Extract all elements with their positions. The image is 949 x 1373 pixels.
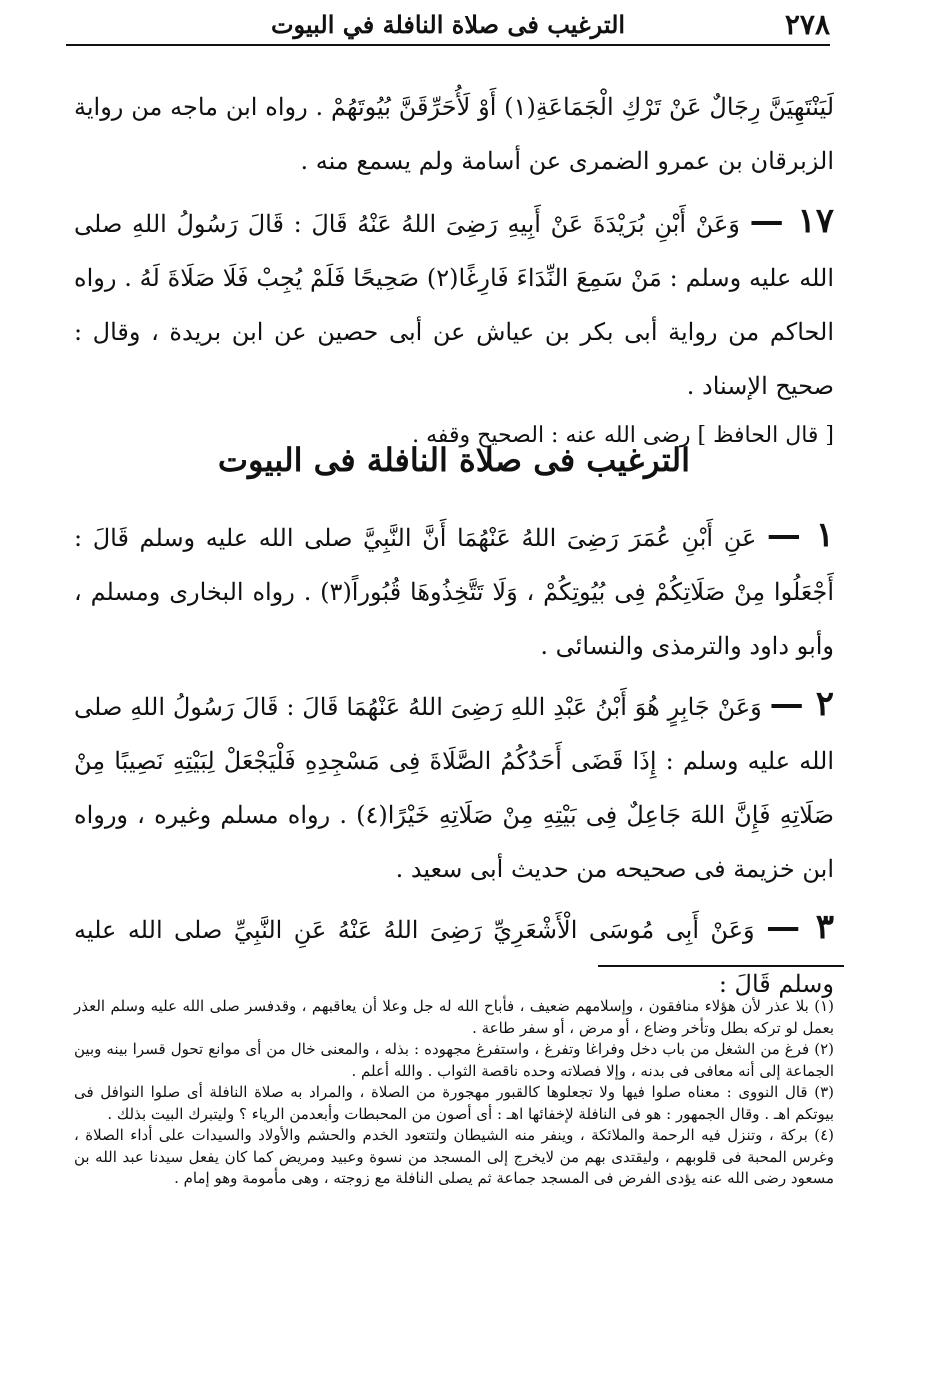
hadith-3-paragraph [74, 900, 834, 1011]
hadith-number: ٣ — [766, 907, 834, 947]
footnote-4: (٤) بركة ، وتنزل فيه الرحمة والملائكة ، وينفر منه الشيطان ولتتعود الخدم والحشم والأولاد والسيدات على أداء الصلاة ، وغرس المحبة فى قلوبهم ، وليقتدى بهم من لايخرج إلى المسجد من نسوة وعبيد ومريض كما كان يفعل سيدنا عبد الله بن مسعود رضى الله عنه يؤدى الفرض فى المسجد جماعة ثم يصلى النافلة مع زوجته ، وهى مأمومة وهو إمام . [74, 1126, 835, 1187]
hadith-number: ١ — [766, 515, 834, 555]
footnote-2: (٢) فرغ من الشغل من باب دخل وفراغا وتفرغ ، واستفرغ مجهوده : بذله ، والمعنى خال من أى موانع تحول قسرا بينه وبين الجماعة إلى أنه معافى فى بدنه ، وإلا فصلاته وحده ناقصة الثواب . والله أعلم . [74, 1040, 834, 1080]
running-title: الترغيب فى صلاة النافلة في البيوت [270, 10, 626, 39]
running-header [66, 6, 830, 46]
footnotes [74, 996, 834, 1190]
section-body [74, 508, 834, 1011]
hafiz-note: [ قال الحافظ ] رضى الله عنه : الصحيح وقفه . [412, 423, 834, 448]
footnote-1: (١) بلا عذر لأن هؤلاء منافقون ، وإسلامهم ضعيف ، فأباح الله له جل وعلا أن يعاقبهم ، وقدفسر صلى الله عليه وسلم العذر بعمل لو تركه بطل وتأخر وضاع ، أو مرض ، أو سفر طاعة . [74, 997, 834, 1037]
previous-section-text [74, 80, 834, 459]
section-title: الترغيب فى صلاة النافلة فى البيوت [217, 441, 691, 479]
hadith-text: وَعَنْ أَبِى مُوسَى الْأَشْعَرِيِّ رَضِىَ اللهُ عَنْهُ عَنِ النَّبِيِّ صلى الله عليه وسلم قَالَ : [74, 916, 834, 998]
footnote-divider [598, 965, 844, 967]
hadith-number: ١٧ — [749, 201, 834, 241]
hadith-17-paragraph [74, 194, 834, 413]
continued-hadith-paragraph: لَيَنْتَهِيَنَّ رِجَالٌ عَنْ تَرْكِ الْجَمَاعَةِ(١) أَوْ لَأُحَرِّقَنَّ بُيُوتَهُمْ . رواه ابن ماجه من رواية الزبرقان بن عمرو الضمرى عن أسامة ولم يسمع منه . [74, 93, 835, 175]
page-number: ٢٧٨ [784, 8, 830, 41]
hadith-text: وَعَنْ جَابِرٍ هُوَ أَبْنُ عَبْدِ اللهِ رَضِىَ اللهُ عَنْهُمَا قَالَ : قَالَ رَسُولُ اللهِ صلى الله عليه وسلم : إِذَا قَضَى أَحَدُكُمُ الصَّلَاةَ فِى مَسْجِدِهِ فَلْيَجْعَلْ لِبَيْتِهِ نَصِيبًا مِنْ صَلَاتِهِ فَإِنَّ اللهَ جَاعِلٌ فِى بَيْتِهِ مِنْ صَلَاتِهِ خَيْرًا(٤) . رواه مسلم وغيره ، ورواه ابن خزيمة فى صحيحه من حديث أبى سعيد . [74, 693, 835, 883]
hadith-1-paragraph [74, 508, 834, 673]
hadith-text: وَعَنْ أَبْنِ بُرَيْدَةَ عَنْ أَبِيهِ رَضِىَ اللهُ عَنْهُ قَالَ : قَالَ رَسُولُ اللهِ صلى الله عليه وسلم : مَنْ سَمِعَ النِّدَاءَ فَارِغًا(٢) صَحِيحًا فَلَمْ يُجِبْ فَلَا صَلَاةَ لَهُ . رواه الحاكم من رواية أبى بكر بن عياش عن أبى حصين عن ابن بريدة ، وقال : صحيح الإسناد . [74, 210, 834, 400]
hadith-2-paragraph [74, 677, 834, 896]
hadith-number: ٢ — [769, 684, 834, 724]
footnote-3: (٣) قال النووى : معناه صلوا فيها ولا تجعلوها كالقبور مهجورة من الصلاة ، والمراد به صلاة النافلة أى صلوا النوافل فى بيوتكم اهـ . وقال الجمهور : هو فى النافلة لإخفائها اهـ : أى أصون من المحبطات وأبعدمن الرياء ؟ وليتبرك البيت بذلك . [74, 1083, 834, 1123]
hadith-text: عَنِ أَبْنِ عُمَرَ رَضِىَ اللهُ عَنْهُمَا أَنَّ النَّبِيَّ صلى الله عليه وسلم قَالَ : أَجْعَلُوا مِنْ صَلَاتِكُمْ فِى بُيُوتِكُمْ ، وَلَا تَتَّخِذُوهَا قُبُوراً(٣) . رواه البخارى ومسلم ، وأبو داود والترمذى والنسائى . [74, 524, 835, 660]
